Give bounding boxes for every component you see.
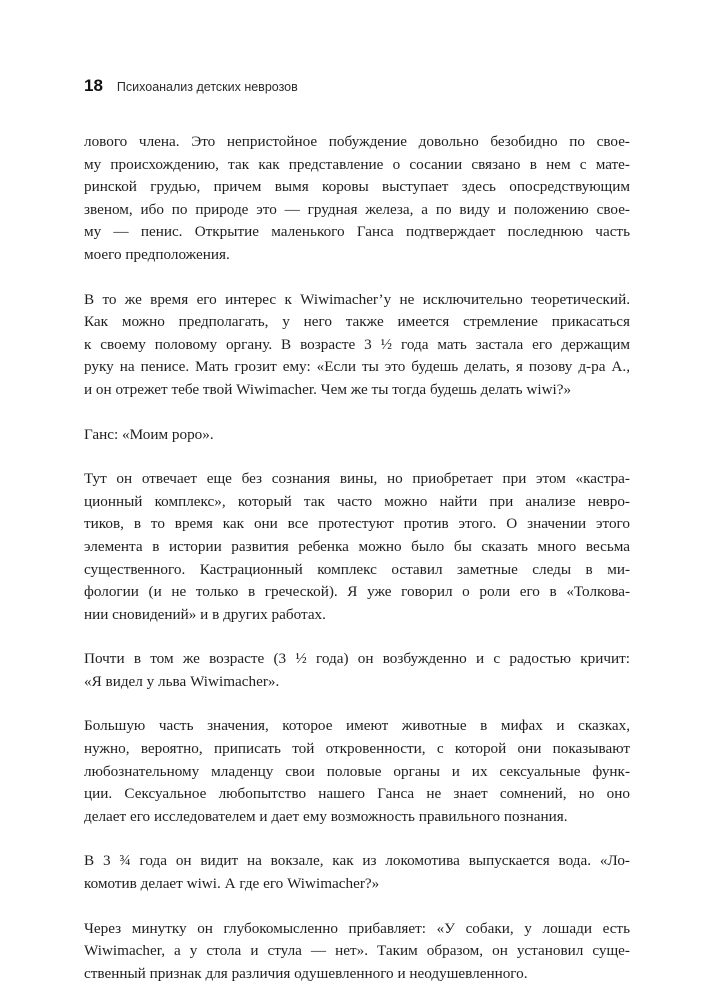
text-line: существенного. Кастрационный комплекс оставил заметные следы в ми-: [84, 560, 630, 578]
text-line: ции. Сексуальное любопытство нашего Ганса не знает сомнений, но оно: [84, 785, 630, 803]
text-line: моего предположения.: [84, 245, 230, 263]
text-line: руку на пенисе. Мать грозит ему: «Если ты это будешь делать, я позову д-ра А.,: [84, 358, 630, 376]
text-line: фологии (и не только в греческой). Я уже говорил о роли его в «Толкова-: [84, 583, 630, 601]
paragraph: [84, 424, 630, 447]
paragraph: [84, 131, 630, 267]
paragraph: [84, 850, 630, 895]
text-line: му происхождению, так как представление о сосании связано в нем с мате-: [84, 155, 630, 173]
text-line: нии сновидений» и в других работах.: [84, 605, 326, 623]
text-line: Ганс: «Моим роро».: [84, 425, 214, 443]
text-line: В то же время его интерес к Wiwimacher’у не исключительно теоретический.: [84, 290, 630, 308]
text-line: «Я видел у льва Wiwimacher».: [84, 672, 280, 690]
body-text: [84, 131, 630, 1007]
text-line: делает его исследователем и дает ему возможность правильного познания.: [84, 807, 568, 825]
paragraph: [84, 918, 630, 986]
text-line: звеном, ибо по природе это — грудная железа, а по виду и положению свое-: [84, 200, 630, 218]
text-line: ринской грудью, причем вымя коровы выступает здесь опосредствующим: [84, 178, 630, 196]
paragraph: [84, 468, 630, 626]
text-line: к своему половому органу. В возрасте 3 ½ года мать застала его держащим: [84, 335, 630, 353]
text-line: ственный признак для различия одушевленного и неодушевленного.: [84, 964, 528, 982]
text-line: му — пенис. Открытие маленького Ганса подтверждает последнюю часть: [84, 223, 630, 241]
paragraph: [84, 289, 630, 402]
text-line: лового члена. Это непристойное побуждение довольно безобидно по свое-: [84, 133, 630, 150]
paragraph: [84, 648, 630, 693]
text-line: В 3 ¾ года он видит на вокзале, как из локомотива выпускается вода. «Ло-: [84, 852, 630, 870]
text-line: элемента в истории развития ребенка можно было бы сказать много весьма: [84, 537, 630, 555]
running-head: [84, 76, 298, 96]
text-line: комотив делает wiwi. А где его Wiwimacher?»: [84, 875, 380, 893]
text-line: тиков, в то время как они все протестуют против этого. О значении этого: [84, 515, 630, 533]
text-line: Почти в том же возрасте (3 ½ года) он возбужденно и с радостью кричит:: [84, 650, 630, 668]
text-line: Тут он отвечает еще без сознания вины, но приобретает при этом «кастра-: [84, 470, 630, 488]
text-line: и он отрежет тебе твой Wiwimacher. Чем же ты тогда будешь делать wiwi?»: [84, 380, 572, 398]
page-number: 18: [84, 76, 103, 95]
paragraph: [84, 715, 630, 828]
text-line: Как можно предполагать, у него также имеется стремление прикасаться: [84, 313, 630, 331]
text-line: Через минутку он глубокомысленно прибавляет: «У собаки, у лошади есть: [84, 919, 630, 937]
text-line: Большую часть значения, которое имеют животные в мифах и сказках,: [84, 717, 630, 735]
text-line: нужно, вероятно, приписать той откровенности, с которой они показывают: [84, 740, 630, 758]
text-line: Wiwimacher, а у стола и стула — нет». Таким образом, он установил суще-: [84, 942, 630, 960]
running-title: Психоанализ детских неврозов: [116, 80, 298, 94]
text-line: любознательному младенцу свои половые органы и их сексуальные функ-: [84, 762, 630, 780]
text-line: ционный комплекс», который так часто можно найти при анализе невро-: [84, 492, 630, 510]
